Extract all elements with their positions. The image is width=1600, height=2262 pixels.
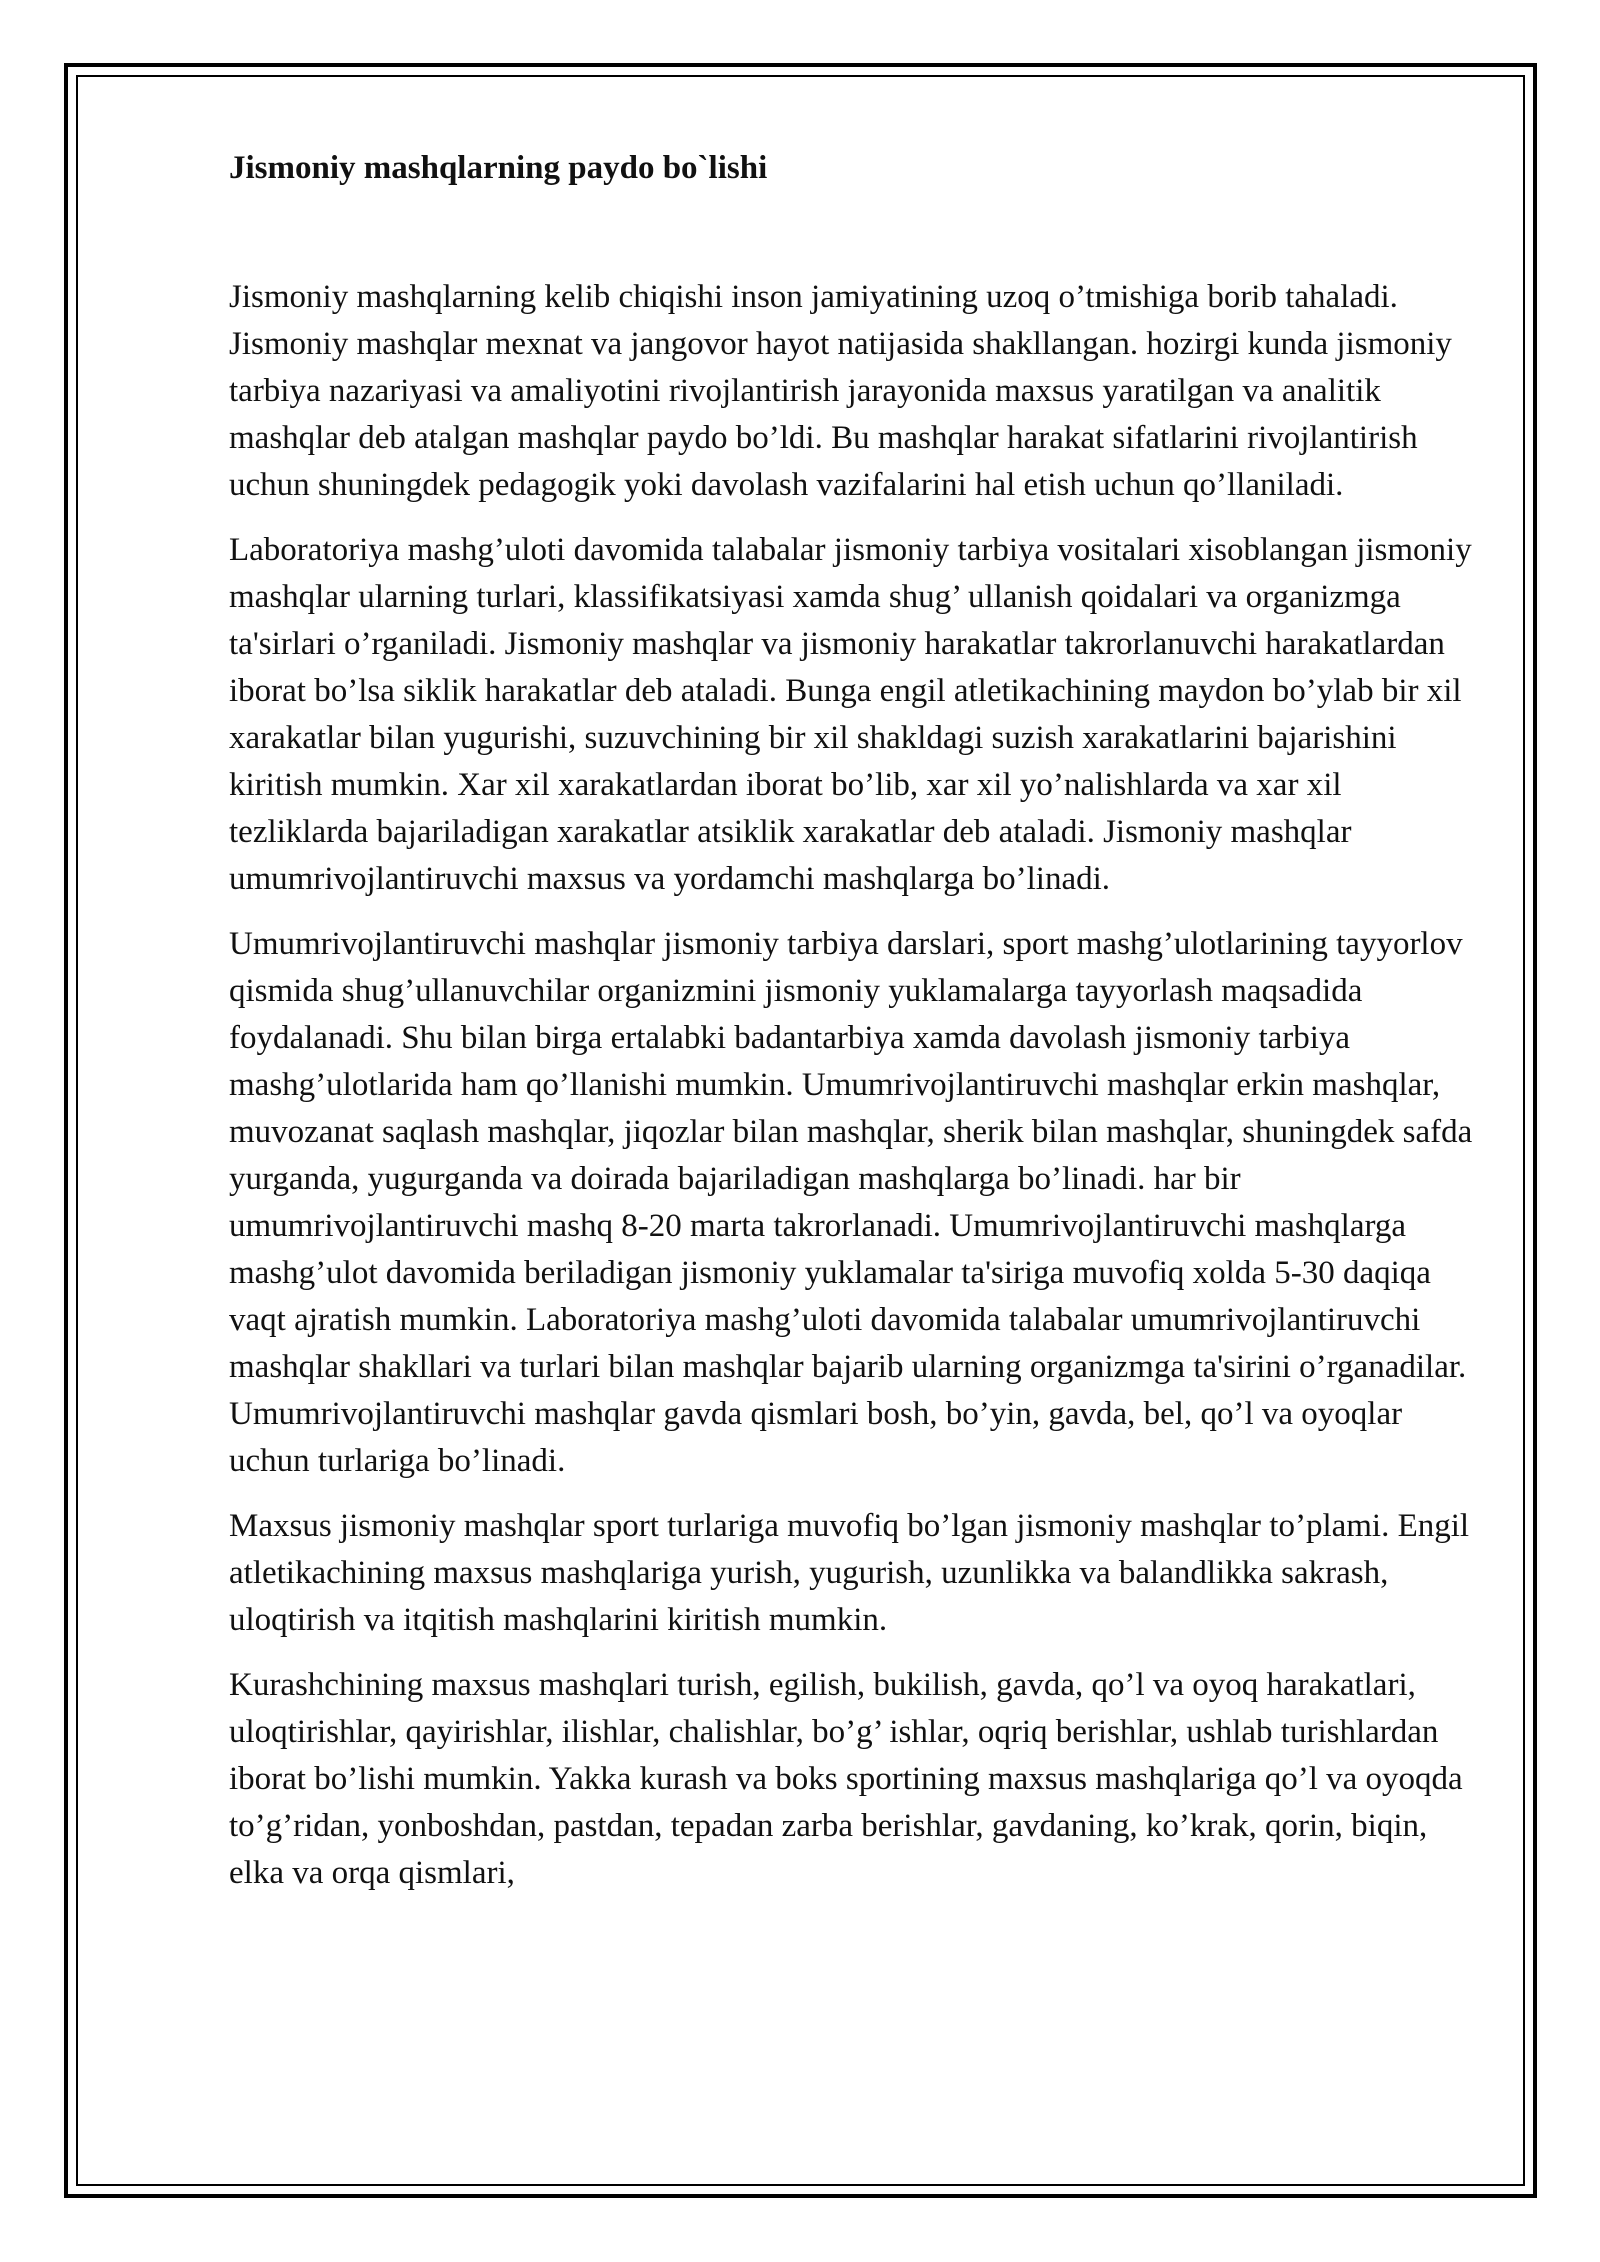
paragraph-5: Kurashchining maxsus mashqlari turish, egilish, bukilish, gavda, qo’l va oyoq harakatlari, uloqtirishlar, qayirishlar, ilishlar, chalishlar, bo’g’ ishlar, oqriq berishlar, ushlab turishlardan iborat bo’lishi mumkin. Yakka kurash va boks sportining maxsus mashqlariga qo’l va oyoqda to’g’ridan, yonboshdan, pastdan, tepadan zarba berishlar, gavdaning, ko’krak, qorin, biqin, elka va orqa qismlari, [229,1667,1463,1891]
document-title: Jismoniy mashqlarning paydo bo`lishi [229,150,768,186]
paragraph-2: Laboratoriya mashg’uloti davomida talabalar jismoniy tarbiya vositalari xisoblangan jismoniy mashqlar ularning turlari, klassifikatsiyasi xamda shug’ ullanish qoidalari va organizmga ta'sirlari o’rganiladi. Jismoniy mashqlar va jismoniy harakatlar takrorlanuvchi harakatlardan iborat bo’lsa siklik harakatlar deb ataladi. Bunga engil atletikachining maydon bo’ylab bir xil xarakatlar bilan yugurishi, suzuvchining bir xil shakldagi suzish xarakatlarini bajarishini kiritish mumkin. Xar xil xarakatlardan iborat bo’lib, xar xil yo’nalishlarda va xar xil tezliklarda bajariladigan xarakatlar atsiklik xarakatlar deb ataladi. Jismoniy mashqlar umumrivojlantiruvchi maxsus va yordamchi mashqlarga bo’linadi. [229,532,1472,897]
paragraph-1: Jismoniy mashqlarning kelib chiqishi inson jamiyatining uzoq o’tmishiga borib tahaladi. Jismoniy mashqlar mexnat va jangovor hayot natijasida shakllangan. hozirgi kunda jismoniy tarbiya nazariyasi va amaliyotini rivojlantirish jarayonida maxsus yaratilgan va analitik mashqlar deb atalgan mashqlar paydo bo’ldi. Bu mashqlar harakat sifatlarini rivojlantirish uchun shuningdek pedagogik yoki davolash vazifalarini hal etish uchun qo’llaniladi. [229,279,1452,503]
document-body [229,148,1489,1915]
paragraph-3: Umumrivojlantiruvchi mashqlar jismoniy tarbiya darslari, sport mashg’ulotlarining tayyorlov qismida shug’ullanuvchilar organizmini jismoniy yuklamalarga tayyorlash maqsadida foydalanadi. Shu bilan birga ertalabki badantarbiya xamda davolash jismoniy tarbiya mashg’ulotlarida ham qo’llanishi mumkin. Umumrivojlantiruvchi mashqlar erkin mashqlar, muvozanat saqlash mashqlar, jiqozlar bilan mashqlar, sherik bilan mashqlar, shuningdek safda yurganda, yugurganda va doirada bajariladigan mashqlarga bo’linadi. har bir umumrivojlantiruvchi mashq 8-20 marta takrorlanadi. Umumrivojlantiruvchi mashqlarga mashg’ulot davomida beriladigan jismoniy yuklamalar ta'siriga muvofiq xolda 5-30 daqiqa vaqt ajratish mumkin. Laboratoriya mashg’uloti davomida talabalar umumrivojlantiruvchi mashqlar shakllari va turlari bilan mashqlar bajarib ularning organizmga ta'sirini o’rganadilar. Umumrivojlantiruvchi mashqlar gavda qismlari bosh, bo’yin, gavda, bel, qo’l va oyoqlar uchun turlariga bo’linadi. [229,926,1473,1479]
paragraph-4: Maxsus jismoniy mashqlar sport turlariga muvofiq bo’lgan jismoniy mashqlar to’plami. Engil atletikachining maxsus mashqlariga yurish, yugurish, uzunlikka va balandlikka sakrash, uloqtirish va itqitish mashqlarini kiritish mumkin. [229,1508,1470,1638]
